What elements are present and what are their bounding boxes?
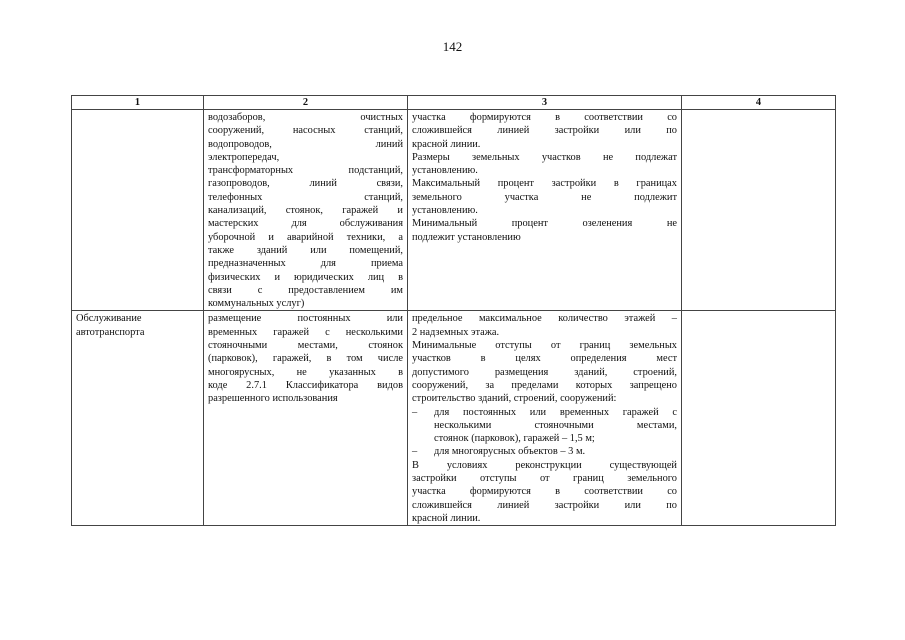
regulations-table <box>71 95 836 526</box>
row2-reconstruction-text <box>412 459 677 525</box>
text-line: для многоярусных объектов – 3 м. <box>434 446 586 458</box>
text-line: Обслуживание <box>76 313 142 325</box>
text-line: временных гаражей с несколькими <box>208 326 403 338</box>
row1-restrictions-cell <box>682 110 836 311</box>
text-line: установлению. <box>412 165 478 177</box>
text-line: многоярусных, не указанных в <box>208 366 403 378</box>
text-line: участка формируются в соответствии со <box>412 112 677 123</box>
text-line: для постоянных или временных гаражей с <box>434 406 677 418</box>
text-line: земельного участка не подлежит <box>412 191 677 203</box>
text-line: стояночными местами, стоянок <box>208 340 403 352</box>
text-line: сооружений, насосных станций, <box>208 125 403 137</box>
text-line: электропередач, <box>208 151 280 163</box>
row2-parameters-cell <box>408 311 682 526</box>
text-line: размещение постоянных или <box>208 313 403 325</box>
text-line: застройки отступы от границ земельного <box>412 473 677 485</box>
column-header-1: 1 <box>72 96 204 110</box>
table-header-row <box>72 96 836 110</box>
text-line: канализаций, стоянок, гаражей и <box>208 205 403 217</box>
row2-description-text <box>208 312 403 405</box>
text-line: коде 2.7.1 Классификатора видов <box>208 379 403 391</box>
text-line: предназначенных для приема <box>208 258 403 270</box>
text-line: автотранспорта <box>76 326 145 338</box>
text-line: также зданий или помещений, <box>208 244 403 256</box>
row1-description-cell <box>204 110 408 311</box>
paragraph <box>412 177 677 217</box>
text-line: подлежит установлению <box>412 231 521 243</box>
text-line: уборочной и аварийной техники, а <box>208 231 403 243</box>
text-line: физических и юридических лиц в <box>208 271 403 283</box>
text-line: участка формируются в соответствии со <box>412 486 677 498</box>
list-item <box>412 445 677 458</box>
row1-parameters-cell <box>408 110 682 311</box>
row2-setbacks-text <box>412 339 677 405</box>
text-line: коммунальных услуг) <box>208 298 305 310</box>
text-line: водозаборов, очистных <box>208 112 403 123</box>
text-line: несколькими стояночными местами, <box>434 419 677 431</box>
row2-floors-text <box>412 312 677 339</box>
text-line: Минимальные отступы от границ земельных <box>412 340 677 352</box>
dash-marker: – <box>412 406 418 418</box>
text-line: (парковок), гаражей, в том числе <box>208 353 403 365</box>
list-item <box>412 406 677 446</box>
column-header-4: 4 <box>682 96 836 110</box>
text-line: связи с предоставлением им <box>208 284 403 296</box>
text-line: предельное максимальное количество этажей – <box>412 313 677 325</box>
column-header-2: 2 <box>204 96 408 110</box>
text-line: участков в целях определения мест <box>412 353 677 365</box>
row2-setback-list <box>412 406 677 459</box>
row1-description-text <box>208 111 403 310</box>
row2-use-type-cell <box>72 311 204 526</box>
text-line: красной линии. <box>412 512 481 524</box>
text-line: красной линии. <box>412 138 481 150</box>
text-line: Размеры земельных участков не подлежат <box>412 151 677 163</box>
text-line: допустимого размещения зданий, строений, <box>412 366 677 378</box>
row2-description-cell <box>204 311 408 526</box>
text-line: сложившейся линией застройки или по <box>412 125 677 137</box>
text-line: Минимальный процент озеленения не <box>412 218 677 230</box>
text-line: трансформаторных подстанций, <box>208 165 403 177</box>
text-line: стоянок (парковок), гаражей – 1,5 м; <box>434 433 595 445</box>
column-header-3: 3 <box>408 96 682 110</box>
text-line: сложившейся линией застройки или по <box>412 499 677 511</box>
row2-use-type-text <box>76 312 199 339</box>
paragraph <box>412 111 677 151</box>
paragraph <box>412 217 677 244</box>
text-line: водопроводов, линий <box>208 138 403 150</box>
table-row <box>72 110 836 311</box>
list-item-text <box>434 406 677 446</box>
row2-restrictions-cell <box>682 311 836 526</box>
text-line: установлению. <box>412 205 478 217</box>
text-line: телефонных станций, <box>208 191 403 203</box>
text-line: мастерских для обслуживания <box>208 218 403 230</box>
text-line: сооружений, за пределами которых запрещено <box>412 379 677 391</box>
table-row <box>72 311 836 526</box>
text-line: Максимальный процент застройки в границах <box>412 178 677 190</box>
text-line: строительство зданий, строений, сооружений: <box>412 393 617 405</box>
text-line: 2 надземных этажа. <box>412 326 500 338</box>
row1-use-type-cell <box>72 110 204 311</box>
text-line: В условиях реконструкции существующей <box>412 459 677 471</box>
page-number: 142 <box>442 39 463 54</box>
list-item-text <box>434 445 677 458</box>
text-line: газопроводов, линий связи, <box>208 178 403 190</box>
text-line: разрешенного использования <box>208 393 338 405</box>
row1-parameters-text <box>412 111 677 244</box>
dash-marker: – <box>412 446 418 458</box>
paragraph <box>412 151 677 178</box>
